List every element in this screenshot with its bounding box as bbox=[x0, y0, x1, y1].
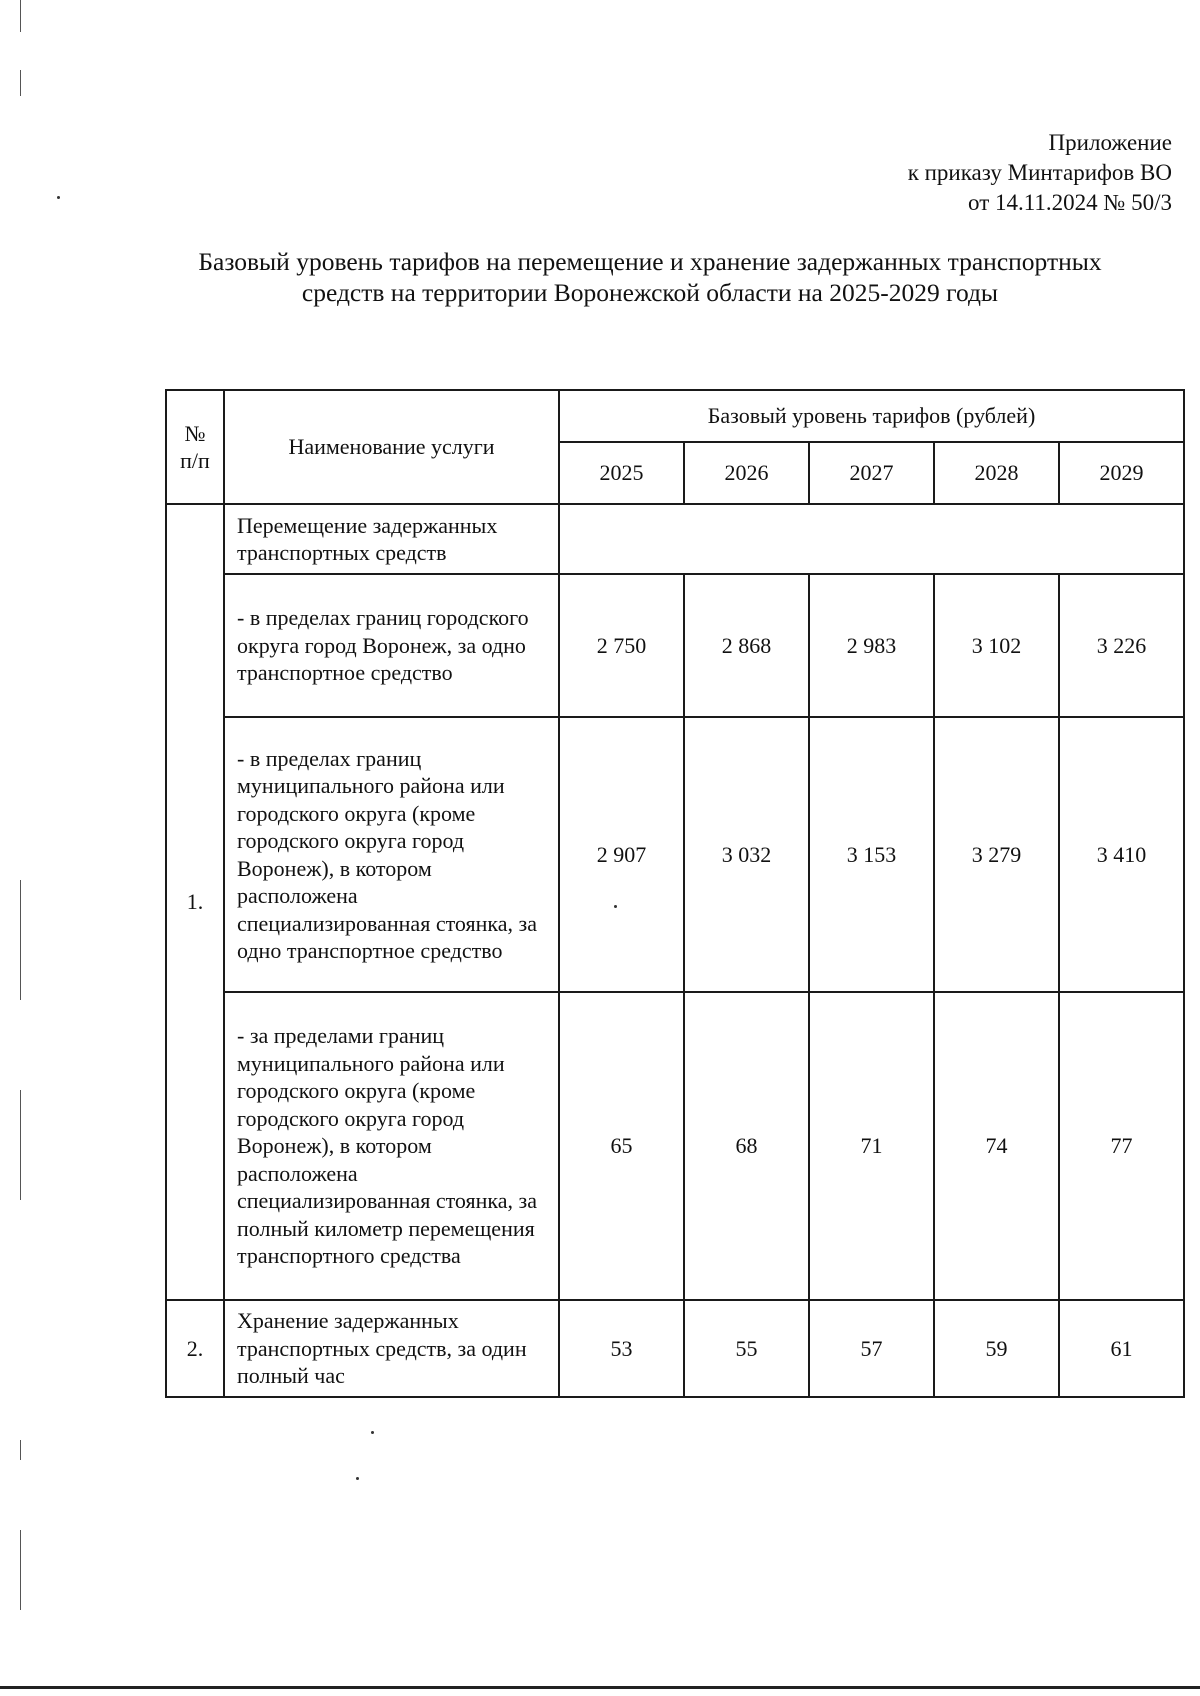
tariff-value: 71 bbox=[809, 992, 934, 1300]
tariff-value: 74 bbox=[934, 992, 1059, 1300]
header-number-line-1: № bbox=[184, 420, 206, 446]
page-bottom-rule bbox=[0, 1686, 1200, 1689]
service-name: - в пределах границ городского округа город Воронеж, за одно транспортное средство bbox=[224, 574, 559, 717]
header-year-2025: 2025 bbox=[559, 442, 684, 504]
tariff-value: 77 bbox=[1059, 992, 1184, 1300]
tariff-value: 59 bbox=[934, 1300, 1059, 1397]
header-year-2028: 2028 bbox=[934, 442, 1059, 504]
service-name: - в пределах границ муниципального района или городского округа (кроме городского округа город Воронеж), в котором расположена специализированная стоянка, за одно транспортное средство bbox=[224, 717, 559, 992]
scan-mark bbox=[20, 1530, 21, 1610]
tariff-value: 3 032 bbox=[684, 717, 809, 992]
tariff-value: 53 bbox=[559, 1300, 684, 1397]
row-number: 2. bbox=[166, 1300, 224, 1397]
tariff-value: 2 983 bbox=[809, 574, 934, 717]
scan-mark bbox=[20, 70, 21, 96]
table-row bbox=[166, 1300, 1184, 1397]
document-title bbox=[150, 246, 1150, 308]
tariff-value: 68 bbox=[684, 992, 809, 1300]
header-service-name: Наименование услуги bbox=[224, 390, 559, 504]
tariff-value: 3 279 bbox=[934, 717, 1059, 992]
appendix-line-1: Приложение bbox=[1048, 130, 1172, 155]
appendix-line-3: от 14.11.2024 № 50/3 bbox=[968, 190, 1172, 215]
table-row bbox=[166, 504, 1184, 574]
scan-mark bbox=[356, 1477, 359, 1480]
title-line-1: Базовый уровень тарифов на перемещение и хранение задержанных транспортных bbox=[198, 247, 1102, 276]
scan-mark bbox=[20, 1440, 21, 1460]
table-row bbox=[166, 717, 1184, 992]
scan-mark bbox=[614, 905, 617, 908]
tariff-value: 3 153 bbox=[809, 717, 934, 992]
tariff-table bbox=[165, 389, 1185, 1398]
scan-mark bbox=[371, 1431, 374, 1434]
appendix-line-2: к приказу Минтарифов ВО bbox=[907, 160, 1172, 185]
tariff-value: 2 907 bbox=[559, 717, 684, 992]
tariff-value: 2 868 bbox=[684, 574, 809, 717]
table-row bbox=[166, 574, 1184, 717]
tariff-value: 57 bbox=[809, 1300, 934, 1397]
row-number: 1. bbox=[166, 504, 224, 1300]
title-line-2: средств на территории Воронежской области на 2025-2029 годы bbox=[301, 278, 999, 307]
section-empty-cell bbox=[559, 504, 1184, 574]
header-number bbox=[166, 390, 224, 504]
tariff-value: 65 bbox=[559, 992, 684, 1300]
scan-mark bbox=[20, 880, 21, 1000]
header-year-2027: 2027 bbox=[809, 442, 934, 504]
scan-mark bbox=[20, 1090, 21, 1200]
table-row bbox=[166, 992, 1184, 1300]
tariff-value: 55 bbox=[684, 1300, 809, 1397]
service-name: - за пределами границ муниципального района или городского округа (кроме городского округа город Воронеж), в котором расположена специализированная стоянка, за полный километр перемещения транспортного средства bbox=[224, 992, 559, 1300]
header-tariff-group: Базовый уровень тарифов (рублей) bbox=[559, 390, 1184, 442]
tariff-value: 3 226 bbox=[1059, 574, 1184, 717]
table-header-row bbox=[166, 390, 1184, 442]
tariff-value: 61 bbox=[1059, 1300, 1184, 1397]
service-name: Хранение задержанных транспортных средств, за один полный час bbox=[224, 1300, 559, 1397]
header-year-2029: 2029 bbox=[1059, 442, 1184, 504]
header-year-2026: 2026 bbox=[684, 442, 809, 504]
scan-mark bbox=[20, 0, 21, 32]
tariff-value: 3 102 bbox=[934, 574, 1059, 717]
tariff-value: 3 410 bbox=[1059, 717, 1184, 992]
appendix-block bbox=[908, 128, 1172, 218]
section-title: Перемещение задержанных транспортных средств bbox=[224, 504, 559, 574]
header-number-line-2: п/п bbox=[180, 448, 210, 473]
tariff-value: 2 750 bbox=[559, 574, 684, 717]
scan-mark bbox=[57, 196, 60, 199]
